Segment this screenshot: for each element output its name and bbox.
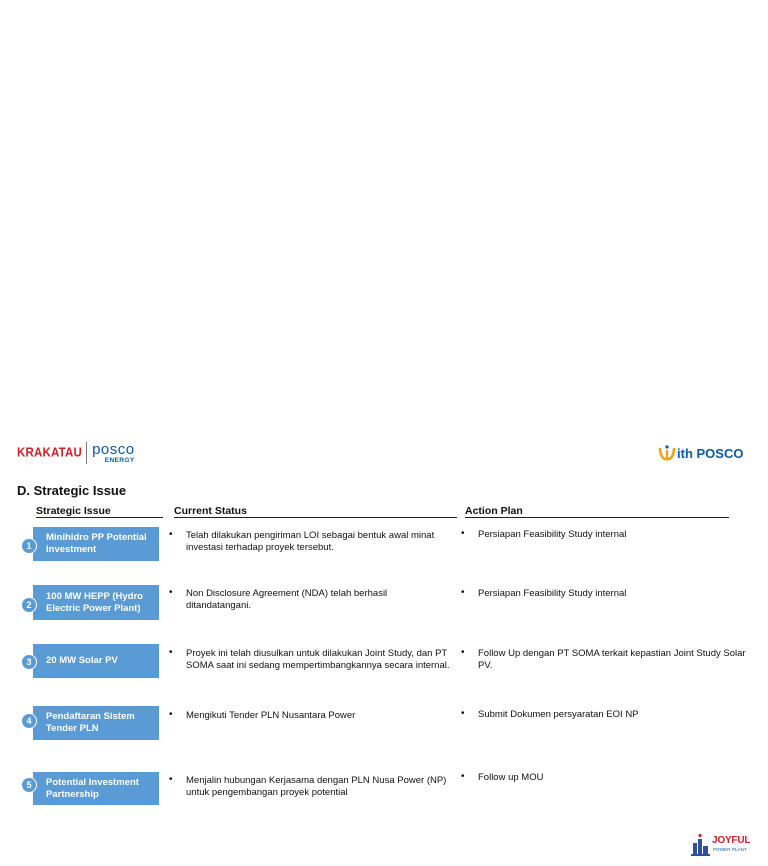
with-posco-w-icon (658, 444, 676, 462)
energy-wordmark: ENERGY (104, 456, 135, 464)
issue-number-badge: 2 (21, 597, 37, 613)
strategic-issue-box: Pendaftaran Sistem Tender PLN (33, 706, 159, 740)
issue-number-badge: 3 (21, 654, 37, 670)
strategic-issue-box: Minihidro PP Potential Investment (33, 527, 159, 561)
posco-energy-wordmark (92, 442, 135, 465)
logo-divider (86, 442, 87, 464)
strategic-issue-box: 100 MW HEPP (Hydro Electric Power Plant) (33, 585, 159, 620)
strategic-issue-box: Potential Investment Partnership (33, 772, 159, 805)
current-status-text: • Non Disclosure Agreement (NDA) telah berhasil ditandatangani. (169, 588, 454, 612)
krakatau-wordmark: KRAKATAU (17, 446, 83, 460)
section-title: D. Strategic Issue (17, 483, 127, 498)
current-status-text: • Mengikuti Tender PLN Nusantara Power (169, 710, 454, 722)
column-header-current-status: Current Status (174, 506, 457, 518)
current-status-text: • Telah dilakukan pengiriman LOI sebagai bentuk awal minat investasi terhadap proyek tersebut. (169, 530, 454, 554)
joyful-wordmark: JOYFUL (712, 835, 751, 846)
column-header-strategic-issue: Strategic Issue (36, 506, 163, 518)
action-plan-text: • Persiapan Feasibility Study internal (461, 529, 751, 541)
issue-number-badge: 4 (21, 713, 37, 729)
column-header-action-plan: Action Plan (465, 506, 729, 518)
issue-number-badge: 5 (21, 777, 37, 793)
current-status-text: • Proyek ini telah diusulkan untuk dilakukan Joint Study, dan PT SOMA saat ini sedang mempertimbangkannya secara internal. (169, 648, 454, 672)
with-posco-logo (658, 443, 743, 463)
power-plant-wordmark: POWER PLANT (713, 847, 747, 852)
issue-number-badge: 1 (21, 538, 37, 554)
joyful-power-plant-logo (691, 833, 753, 857)
action-plan-text: • Submit Dokumen persyaratan EOI NP (461, 709, 751, 721)
action-plan-text: • Follow Up dengan PT SOMA terkait kepastian Joint Study Solar PV. (461, 648, 751, 672)
krakatau-posco-logo (17, 440, 135, 466)
posco-wordmark: posco (92, 440, 135, 458)
with-posco-wordmark: ith POSCO (677, 445, 744, 461)
action-plan-text: • Follow up MOU (461, 772, 751, 784)
strategic-issue-box: 20 MW Solar PV (33, 644, 159, 678)
current-status-text: • Menjalin hubungan Kerjasama dengan PLN Nusa Power (NP) untuk pengembangan proyek potential (169, 775, 454, 799)
power-plant-icon (691, 833, 711, 857)
action-plan-text: • Persiapan Feasibility Study internal (461, 588, 751, 600)
